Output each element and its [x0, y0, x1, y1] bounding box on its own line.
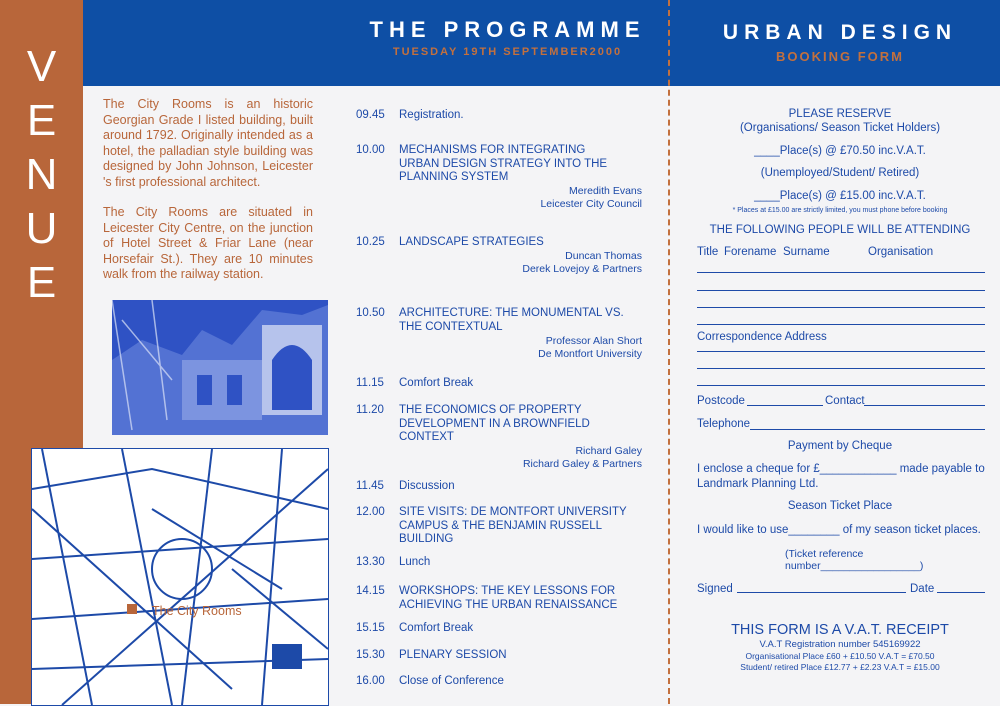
item-architecture: ARCHITECTURE: THE MONUMENTAL VS. THE CONTEXTUAL	[399, 307, 624, 333]
payment-heading: Payment by Cheque	[787, 440, 893, 452]
time-1530: 15.30	[356, 649, 385, 661]
item-plenary: PLENARY SESSION	[399, 649, 507, 661]
venue-letter: E	[26, 258, 57, 307]
form-subtitle: BOOKING FORM	[776, 49, 904, 64]
time-1330: 13.30	[356, 556, 385, 568]
time-1025: 10.25	[356, 236, 385, 248]
item-mechanisms: MECHANISMS FOR INTEGRATING URBAN DESIGN STRATEGY INTO THE PLANNING SYSTEM	[399, 144, 608, 183]
contact-field[interactable]	[864, 405, 985, 406]
item-discussion: Discussion	[399, 480, 455, 492]
time-0945: 09.45	[356, 109, 385, 121]
telephone-label: Telephone	[697, 418, 751, 430]
attendee-line-1[interactable]	[697, 272, 985, 273]
vat-receipt-heading: THIS FORM IS A V.A.T. RECEIPT	[731, 622, 949, 638]
venue-description: The City Rooms is an historic Georgian Grade I listed building, built around 1792. Originally intended as a hotel, the palladian style building was designed by John Johnson, Leicester 's first professional architect.	[103, 97, 313, 189]
ticket-reference-field[interactable]: (Ticket reference number_________________)	[785, 548, 924, 572]
time-1200: 12.00	[356, 506, 385, 518]
venue-letter: V	[26, 42, 57, 91]
time-1120: 11.20	[356, 404, 384, 416]
season-heading: Season Ticket Place	[787, 500, 893, 512]
time-1000: 10.00	[356, 144, 385, 156]
unemployed-label: (Unemployed/Student/ Retired)	[760, 167, 920, 179]
speaker-meredith-evans: Meredith Evans Leicester City Council	[540, 185, 642, 210]
venue-location: The City Rooms are situated in Leicester City Centre, on the junction of Hotel Street & Friar Lane (near Horsefair St.). They are 10 minutes walk from the railway station.	[103, 205, 313, 281]
postcode-field[interactable]	[747, 405, 823, 406]
map-label-city-rooms: The City Rooms	[152, 604, 242, 618]
postcode-label: Postcode	[697, 395, 745, 407]
contact-label: Contact	[825, 395, 865, 407]
speaker-richard-galey: Richard Galey Richard Galey & Partners	[522, 445, 642, 470]
form-title: URBAN DESIGN	[722, 21, 958, 44]
attendee-line-4[interactable]	[697, 324, 985, 325]
address-line-3[interactable]	[697, 385, 985, 386]
time-1115: 11.15	[356, 377, 384, 389]
date-label: Date	[910, 583, 935, 595]
item-landscape: LANDSCAPE STRATEGIES	[399, 236, 544, 248]
item-close: Close of Conference	[399, 675, 504, 687]
season-use-field[interactable]: I would like to use________ of my season ticket places.	[697, 524, 981, 536]
places-note: * Places at £15.00 are strictly limited, you must phone before booking	[732, 207, 948, 214]
location-map	[31, 448, 329, 706]
time-1515: 15.15	[356, 622, 385, 634]
organisations-label: (Organisations/ Season Ticket Holders)	[739, 122, 941, 134]
speaker-alan-short: Professor Alan Short De Montfort University	[538, 335, 642, 360]
venue-letter: E	[26, 96, 57, 145]
attendee-line-3[interactable]	[697, 307, 985, 308]
col-organisation: Organisation	[868, 246, 934, 258]
item-lunch: Lunch	[399, 556, 431, 568]
student-places-field[interactable]: ____Place(s) @ £15.00 inc.V.A.T.	[754, 190, 926, 202]
signature-field[interactable]	[737, 592, 906, 593]
item-economics: THE ECONOMICS OF PROPERTY DEVELOPMENT IN A BROWNFIELD CONTEXT	[399, 404, 590, 443]
payee-label: Landmark Planning Ltd.	[697, 478, 819, 490]
programme-date: TUESDAY 19TH SEPTEMBER2000	[392, 46, 623, 58]
attendee-line-2[interactable]	[697, 290, 985, 291]
address-line-2[interactable]	[697, 368, 985, 369]
col-surname: Surname	[783, 246, 830, 258]
please-reserve: PLEASE RESERVE	[788, 108, 892, 120]
attending-heading: THE FOLLOWING PEOPLE WILL BE ATTENDING	[709, 224, 971, 236]
programme-title: THE PROGRAMME	[369, 17, 646, 42]
time-1600: 16.00	[356, 675, 385, 687]
time-1145: 11.45	[356, 480, 384, 492]
time-1050: 10.50	[356, 307, 385, 319]
address-label: Correspondence Address	[697, 331, 827, 343]
org-places-field[interactable]: ____Place(s) @ £70.50 inc.V.A.T.	[754, 145, 926, 157]
student-price-breakdown: Student/ retired Place £12.77 + £2.23 V.A.T = £15.00	[740, 662, 940, 672]
item-site-visits: SITE VISITS: DE MONTFORT UNIVERSITY CAMPUS & THE BENJAMIN RUSSELL BUILDING	[399, 506, 627, 545]
time-1415: 14.15	[356, 585, 385, 597]
col-forename: Forename	[724, 246, 777, 258]
telephone-field[interactable]	[750, 429, 985, 430]
item-workshops: WORKSHOPS: THE KEY LESSONS FOR ACHIEVING THE URBAN RENAISSANCE	[399, 585, 618, 611]
address-line-1[interactable]	[697, 351, 985, 352]
venue-vertical-title	[0, 40, 83, 310]
col-title: Title	[697, 246, 719, 258]
org-price-breakdown: Organisational Place £60 + £10.50 V.A.T = £70.50	[745, 651, 935, 661]
signed-label: Signed	[697, 583, 733, 595]
dashed-divider	[668, 0, 670, 704]
item-comfort-break-2: Comfort Break	[399, 622, 474, 634]
building-photo	[112, 300, 328, 435]
vat-registration: V.A.T Registration number 545169922	[759, 639, 921, 650]
venue-letter: N	[25, 150, 58, 199]
date-field[interactable]	[937, 592, 985, 593]
item-registration: Registration.	[399, 109, 464, 121]
item-comfort-break-1: Comfort Break	[399, 377, 474, 389]
speaker-duncan-thomas: Duncan Thomas Derek Lovejoy & Partners	[522, 250, 642, 275]
venue-letter: U	[25, 204, 58, 253]
cheque-amount-field[interactable]: I enclose a cheque for £____________ made payable to	[697, 463, 985, 475]
